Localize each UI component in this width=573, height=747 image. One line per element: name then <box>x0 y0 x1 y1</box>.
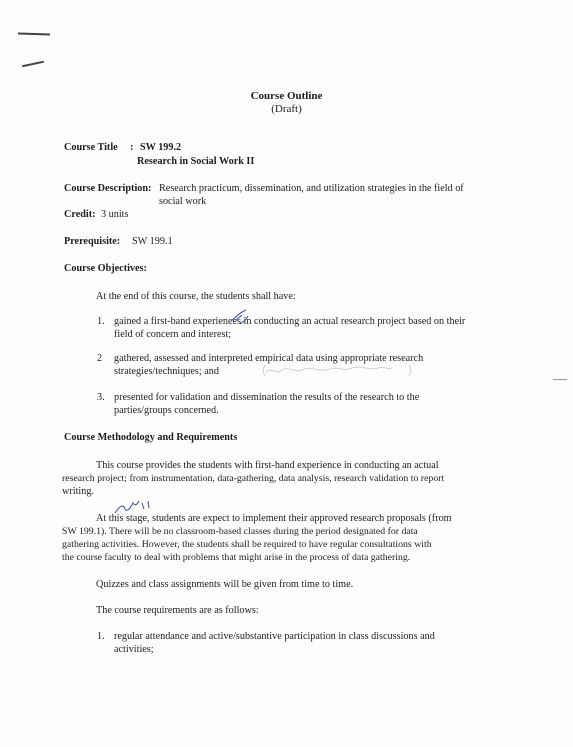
methodology-heading: Course Methodology and Requirements <box>64 432 238 443</box>
quizzes-note: Quizzes and class assignments will be given from time to time. <box>96 579 354 590</box>
methodology-para1-line-1: This course provides the students with first-hand experience in conducting an actual <box>96 460 439 471</box>
description-line-1: Research practicum, dissemination, and utilization strategies in the field of <box>159 183 464 194</box>
methodology-para1-line-3: writing. <box>62 486 94 497</box>
course-code: SW 199.2 <box>140 142 182 153</box>
objectives-intro: At the end of this course, the students shall have: <box>96 291 296 302</box>
course-title-separator: : <box>130 142 134 153</box>
objective-number-1: 1. <box>97 316 105 327</box>
scan-mark-top <box>18 32 50 35</box>
page-subtitle: (Draft) <box>271 103 302 115</box>
scan-mark-right <box>553 379 567 380</box>
scan-mark-middle <box>22 61 44 67</box>
course-name: Research in Social Work II <box>137 156 255 167</box>
methodology-para1-line-2: research project; from instrumentation, data-gathering, data analysis, research validation to report <box>62 473 445 484</box>
methodology-para2-line-1: At this stage, students are expect to implement their approved research proposals (from <box>96 513 452 524</box>
handwritten-correction-mark <box>112 497 156 519</box>
objective-number-3: 3. <box>97 392 105 403</box>
credit-value: 3 units <box>101 209 129 220</box>
prerequisite-label: Prerequisite: <box>64 236 121 247</box>
objective-1-line-2: field of concern and interest; <box>114 329 232 340</box>
course-title-label: Course Title <box>64 142 118 153</box>
methodology-para2-line-4: the course faculty to deal with problems that might arise in the process of data gathering. <box>62 552 411 563</box>
prerequisite-value: SW 199.1 <box>132 236 173 247</box>
description-line-2: social work <box>159 196 207 207</box>
methodology-para2-line-2: SW 199.1). There will be no classroom-based classes during the period designated for data <box>62 526 418 537</box>
description-label: Course Description: <box>64 183 152 194</box>
requirement-1-line-2: activities; <box>114 644 154 655</box>
requirement-1-line-1: regular attendance and active/substantive participation in class discussions and <box>114 631 435 642</box>
objective-1-line-1: gained a first-band experiences in conducting an actual research project based on their <box>114 316 466 327</box>
objective-2-line-2: strategies/techniques; and <box>114 366 219 377</box>
faint-handwritten-note <box>262 362 412 378</box>
page-title: Course Outline <box>250 90 323 102</box>
credit-label: Credit: <box>64 209 96 220</box>
requirement-number-1: 1. <box>97 631 105 642</box>
objective-number-2: 2 <box>97 353 103 364</box>
objective-3-line-1: presented for validation and dissemination the results of the research to the <box>114 392 420 403</box>
objectives-heading: Course Objectives: <box>64 263 147 274</box>
requirements-intro: The course requirements are as follows: <box>96 605 259 616</box>
objective-3-line-2: parties/groups concerned. <box>114 405 219 416</box>
handwritten-annotation-mark <box>226 306 256 330</box>
objective-2-line-1: gathered, assessed and interpreted empirical data using appropriate research <box>114 353 424 364</box>
methodology-para2-line-3: gathering activities. However, the students shall be required to have regular consultations with <box>62 539 432 550</box>
